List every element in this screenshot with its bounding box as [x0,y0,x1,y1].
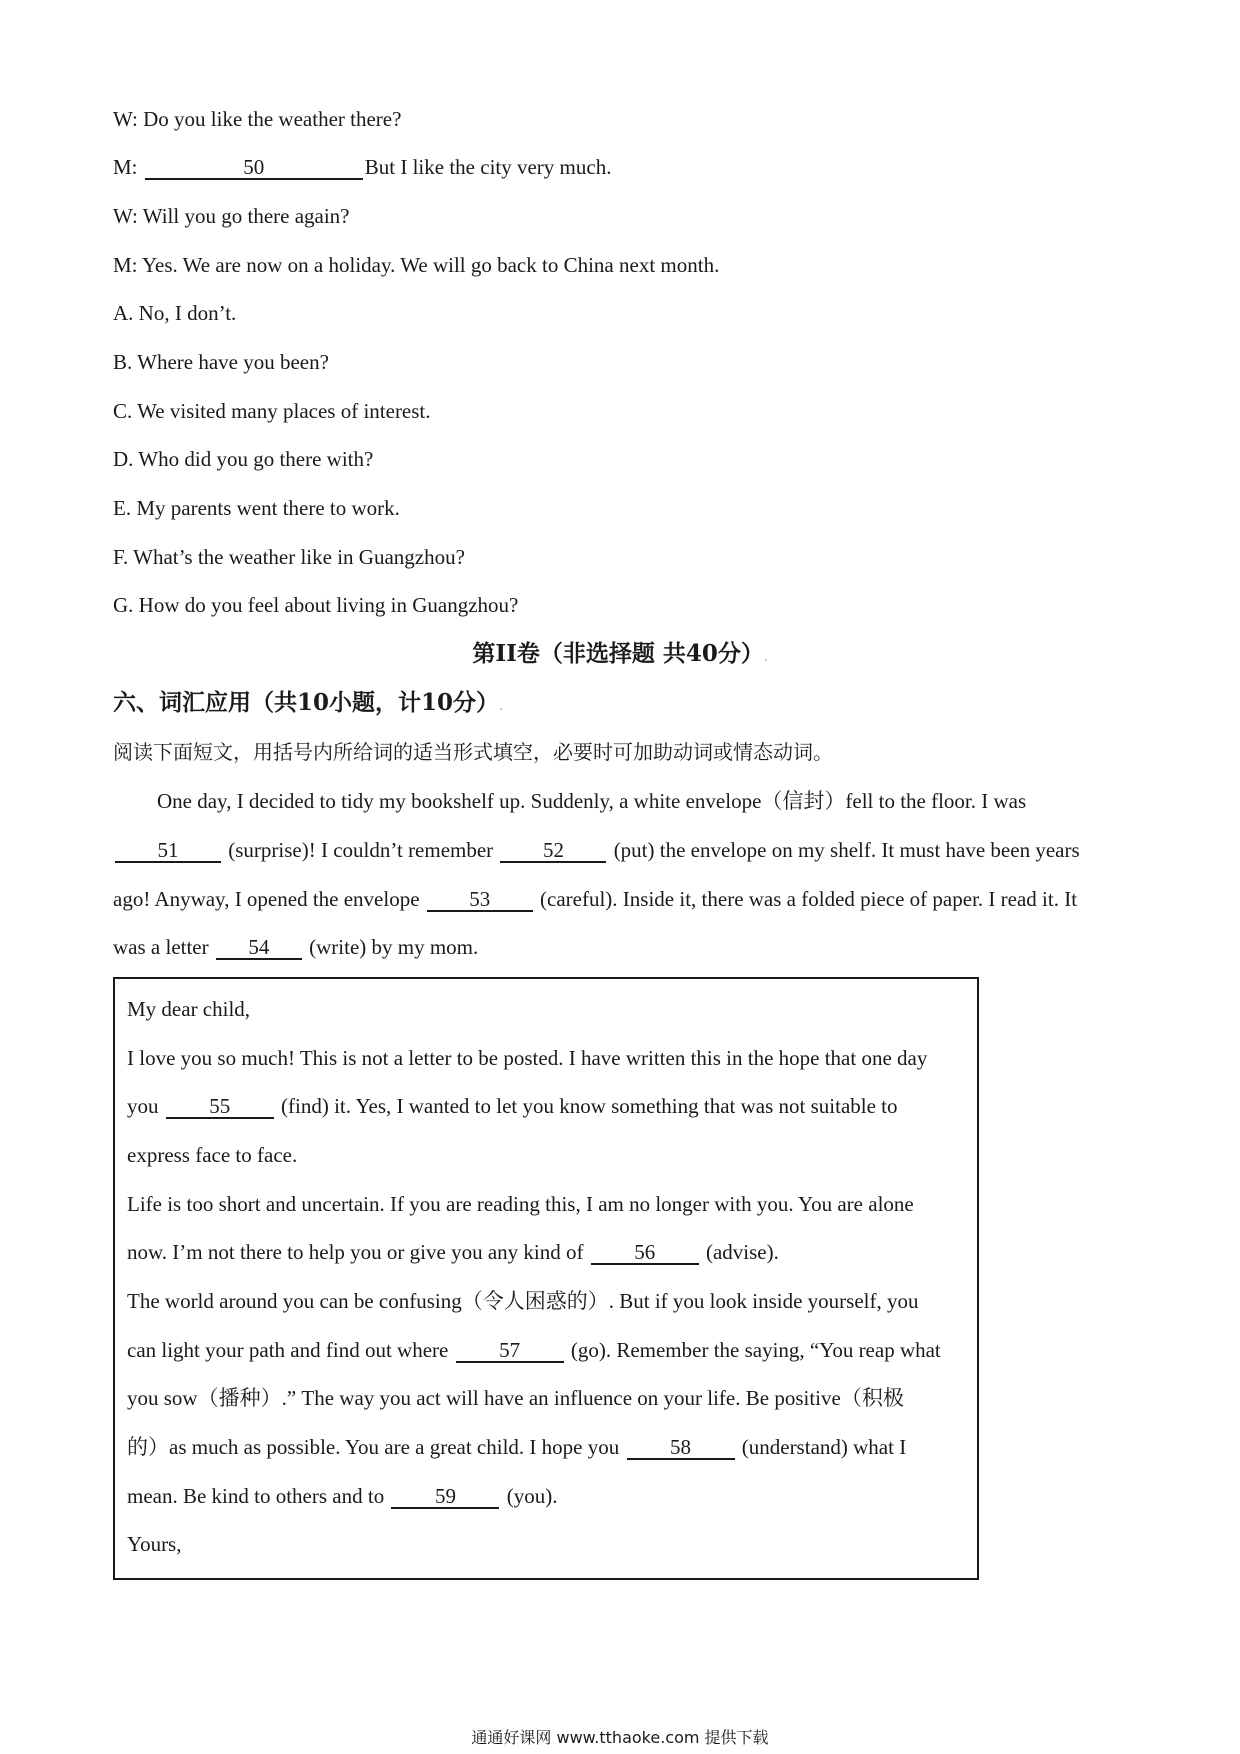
letter-line-8: you sow（播种）.” The way you act will have an influence on your life. Be positive（积极 [127,1386,904,1410]
passage-line-4 [113,934,478,960]
instruction-text: 阅读下面短文，用括号内所给词的适当形式填空，必要时可加助动词或情态动词。 [113,740,833,764]
blank-57[interactable]: 57 [456,1339,564,1363]
letter-text: (advise). [705,1240,779,1264]
blank-59[interactable]: 59 [391,1485,499,1509]
option-c: C. We visited many places of interest. [113,399,431,423]
passage-text: was a letter [113,935,209,959]
option-g: G. How do you feel about living in Guangzhou? [113,593,519,617]
blank-53[interactable]: 53 [427,888,533,912]
letter-line-2 [127,1093,898,1119]
letter-text: mean. Be kind to others and to [127,1484,385,1508]
letter-greeting: My dear child, [127,997,251,1021]
dialogue-line-w2: W: Will you go there again? [113,204,350,228]
option-a: A. No, I don’t. [113,301,237,325]
part2-title [0,640,1240,671]
dialogue-line-w1: W: Do you like the weather there? [113,107,402,131]
letter-text: (find) it. Yes, I wanted to let you know something that was not suitable to [281,1094,898,1118]
letter-line-7 [127,1337,941,1363]
passage-text: (put) the envelope on my shelf. It must have been years [613,838,1080,862]
passage-line-3 [113,886,1077,912]
passage-text: (write) by my mom. [309,935,479,959]
blank-56[interactable]: 56 [591,1241,699,1265]
option-b: B. Where have you been? [113,350,329,374]
section6-title-text: 六、词汇应用（共10小题，计10分） [113,689,500,716]
blank-58[interactable]: 58 [627,1436,735,1460]
letter-line-10 [127,1483,557,1509]
dialogue-text: But I like the city very much. [364,155,612,179]
letter-text: 的）as much as possible. You are a great child. I hope you [127,1435,620,1459]
passage-text: (careful). Inside it, there was a folded piece of paper. I read it. It [540,887,1078,911]
letter-text: now. I’m not there to help you or give you any kind of [127,1240,584,1264]
page-footer: 通通好课网 www.tthaoke.com 提供下载 [471,1728,769,1747]
option-e: E. My parents went there to work. [113,496,400,520]
letter-text: can light your path and find out where [127,1338,449,1362]
letter-text: you [127,1094,159,1118]
part2-title-text: 第II卷（非选择题 共40分） [472,640,764,667]
letter-text: (you). [506,1484,558,1508]
passage-text: (surprise)! I couldn’t remember [228,838,494,862]
passage-text: ago! Anyway, I opened the envelope [113,887,420,911]
speaker-label: M: [113,155,143,179]
letter-line-9 [127,1434,906,1460]
decorative-dot: . [499,699,503,713]
letter-line-1: I love you so much! This is not a letter to be posted. I have written this in the hope that one day [127,1046,928,1070]
letter-line-6: The world around you can be confusing（令人困惑的）. But if you look inside yourself, you [127,1289,919,1313]
option-d: D. Who did you go there with? [113,447,374,471]
decorative-dot: . [763,650,768,664]
blank-54[interactable]: 54 [216,936,302,960]
blank-52[interactable]: 52 [500,839,606,863]
letter-line-5 [127,1239,779,1265]
section6-title [113,689,503,720]
blank-55[interactable]: 55 [166,1095,274,1119]
letter-line-3: express face to face. [127,1143,298,1167]
option-f: F. What’s the weather like in Guangzhou? [113,545,465,569]
letter-box [113,977,979,1580]
letter-closing: Yours, [127,1532,182,1556]
letter-text: (go). Remember the saying, “You reap what [570,1338,941,1362]
blank-50[interactable]: 50 [145,156,363,180]
passage-line-1: One day, I decided to tidy my bookshelf up. Suddenly, a white envelope（信封）fell to the floor. I was [157,789,1027,813]
blank-51[interactable]: 51 [115,839,221,863]
passage-line-2 [113,837,1080,863]
letter-line-4: Life is too short and uncertain. If you are reading this, I am no longer with you. You are alone [127,1192,914,1216]
dialogue-line-m1 [113,154,611,180]
dialogue-line-m2: M: Yes. We are now on a holiday. We will go back to China next month. [113,253,720,277]
letter-text: (understand) what I [741,1435,907,1459]
